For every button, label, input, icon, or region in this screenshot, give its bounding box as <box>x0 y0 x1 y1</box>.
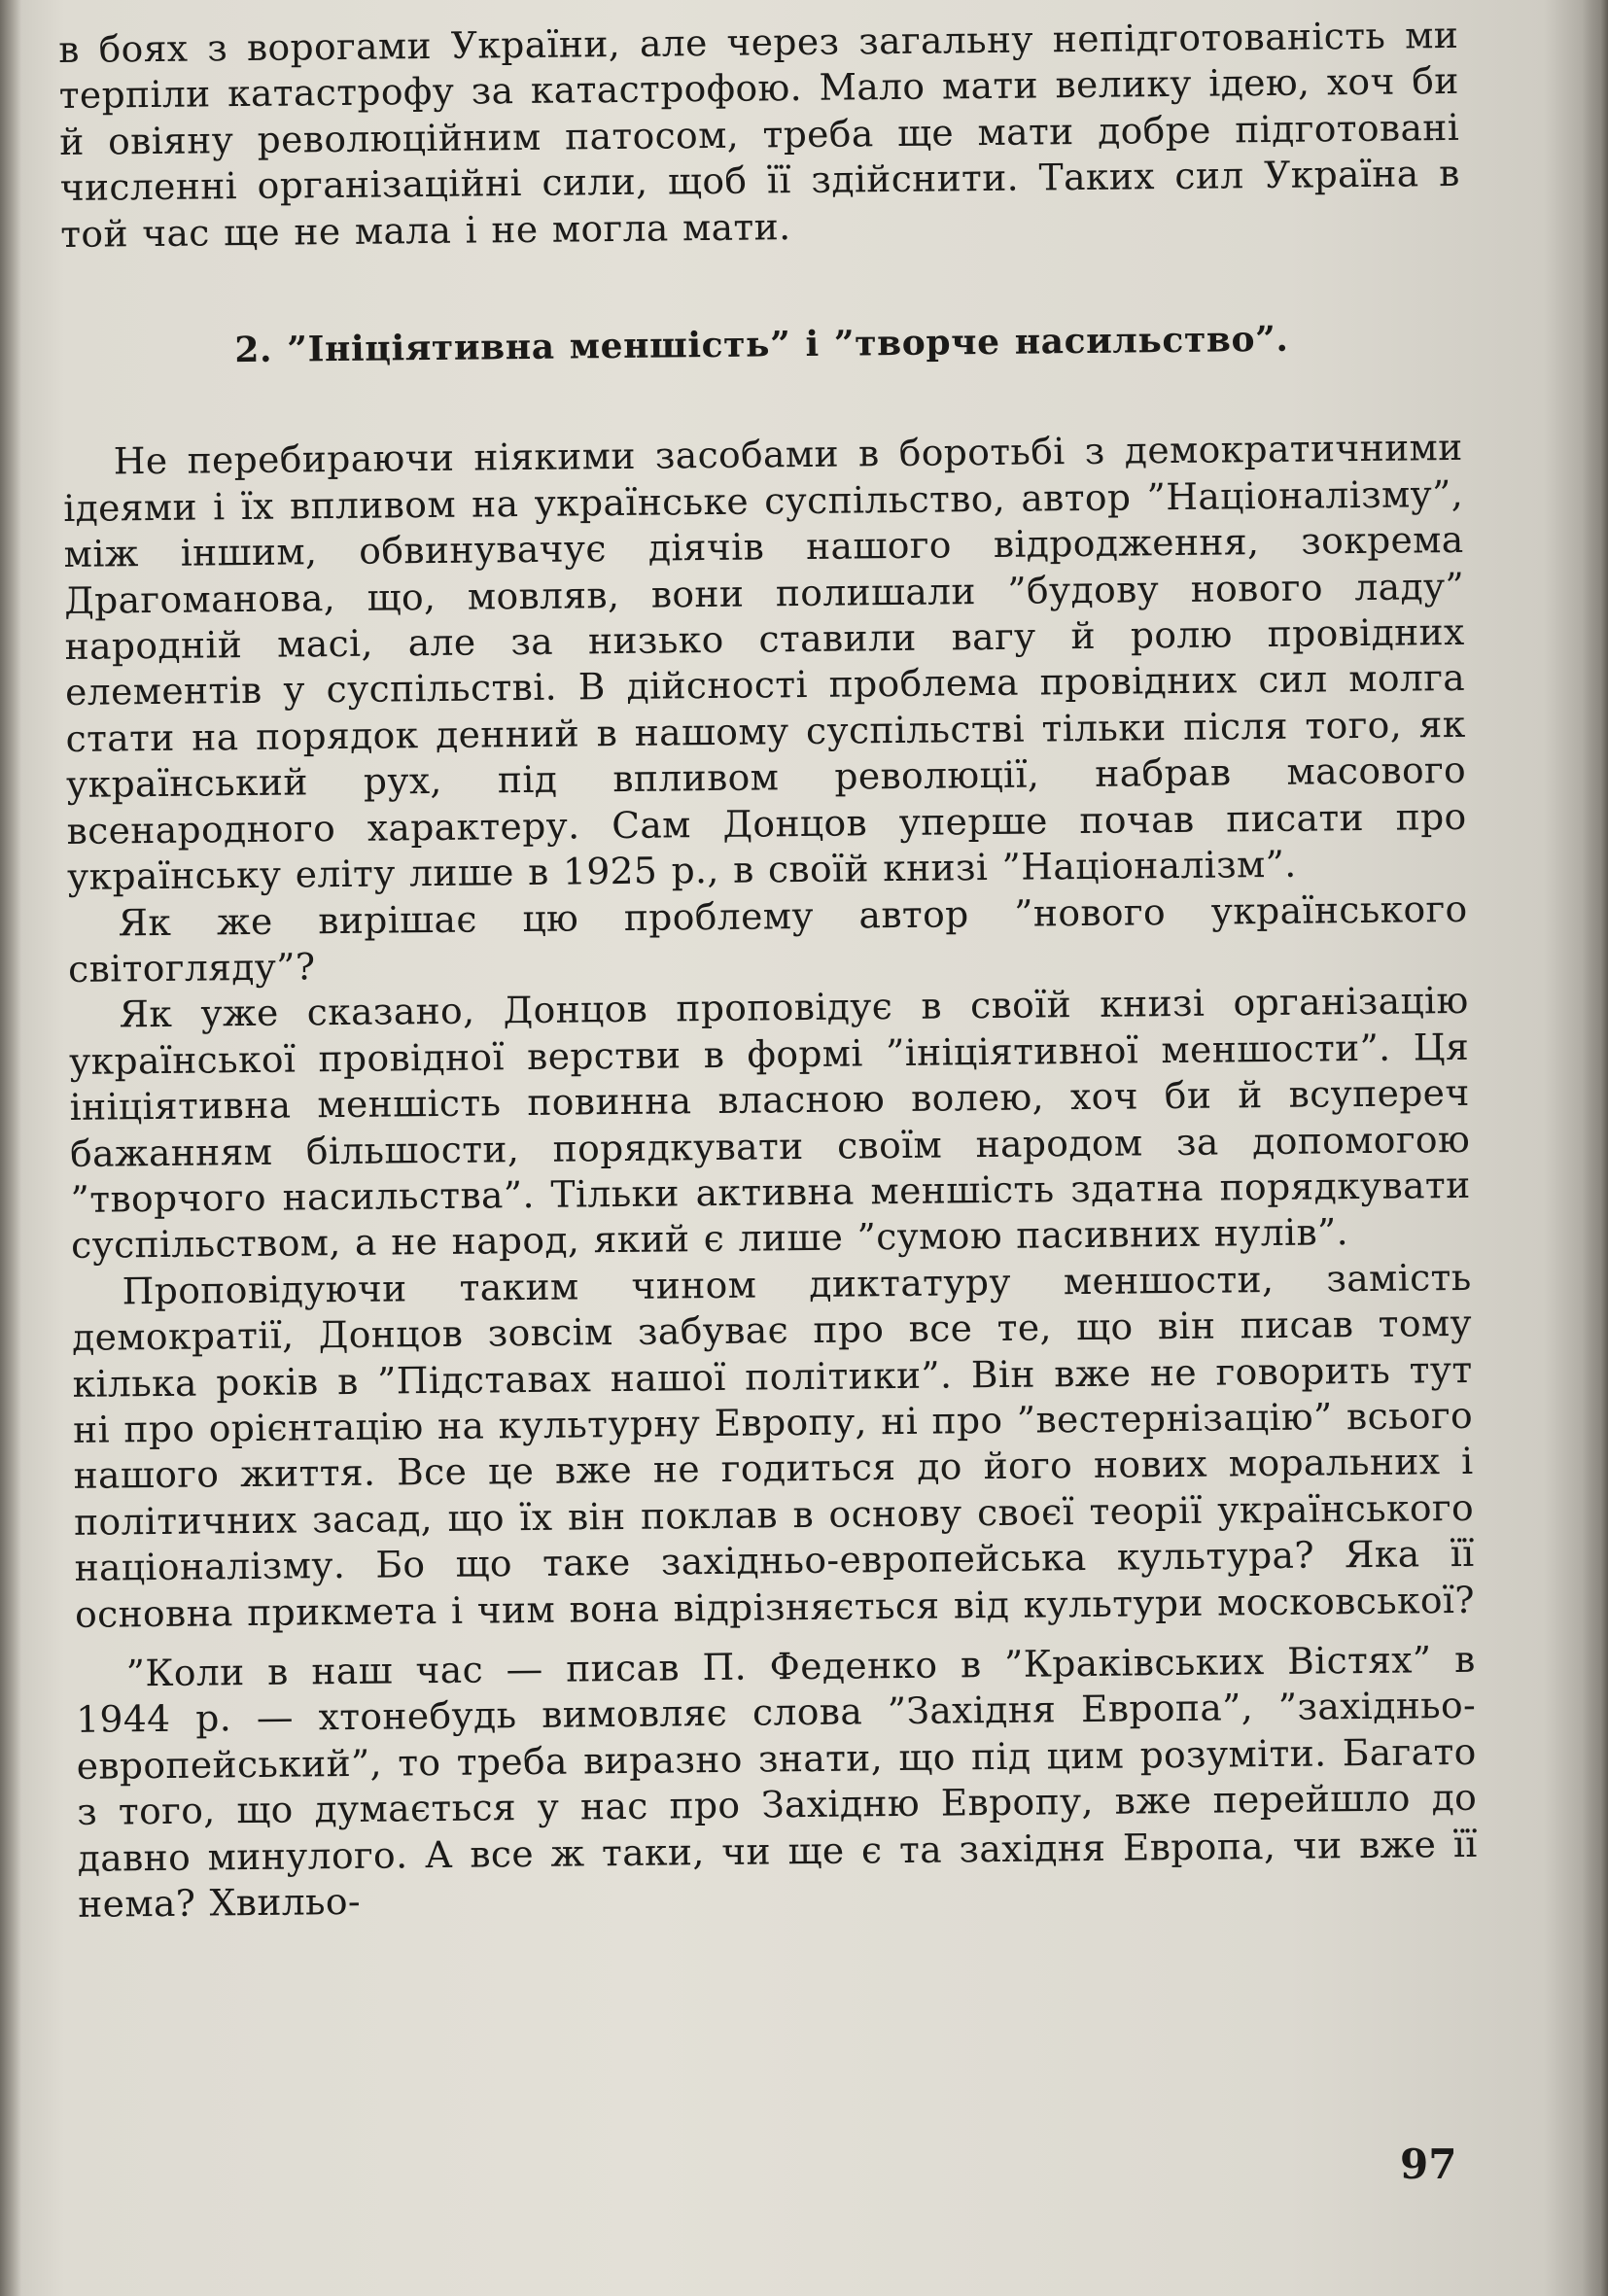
page-gutter-shadow <box>0 0 21 2296</box>
page-text-block <box>58 13 1478 1928</box>
paragraph-3: Як уже сказано, Донцов проповідує в своїй книзі організацію української провідної верстви в формі ”ініціятивної меншости”. Ця ініціятивна меншість повинна власною волею, хоч би й всупереч бажанням більшости, порядкувати своїм народом за допомогою ”творчого насильства”. Тільки активна меншість здатна порядкувати суспільством, а не народ, який є лише ”сумою пасивних нулів”. <box>68 979 1471 1268</box>
paragraph-4: Проповідуючи таким чином диктатуру меншости, замість демократії, Донцов зовсім забуває про все те, що він писав тому кілька років в ”Підставах нашої політики”. Він вже не говорить тут ні про орієнтацію на культурну Европу, ні про ”вестернізацію” всього нашого життя. Все це вже не годиться до його нових моральних і політичних засад, що їх він поклав в основу своєї теорії українського націоналізму. Бо що таке західньо-европейська культура? Яка її основна прикмета і чим вона відрізняється від культури московської? <box>71 1255 1476 1636</box>
paragraph-1: Не перебираючи ніякими засобами в боротьбі з демократичними ідеями і їх впливом на українське суспільство, автор ”Націоналізму”, між іншим, обвинувачує діячів нашого відродження, зокрема Драгоманова, що, мовляв, вони полишали ”будову нового ладу” народній масі, але за низько ставили вагу й ролю провідних елементів у суспільстві. В дійсності проблема провідних сил молга стати на порядок денний в нашому суспільстві тільки після того, як український рух, під впливом революції, набрав масового всенародного характеру. Сам Донцов уперше почав писати про українську еліту лише в 1925 р., в своїй книзі ”Націоналізм”. <box>62 426 1467 899</box>
paragraph-5: ”Коли в наш час — писав П. Феденко в ”Краківських Вістях” в 1944 р. — хтонебудь вимовляє слова ”Західня Европа”, ”західньо-европейський”, то треба виразно знати, що під цим розуміти. Багато з того, що думається у нас про Західню Европу, вже перейшло до давно минулого. А все ж таки, чи ще є та західня Европа, чи вже її нема? Хвильо- <box>76 1637 1478 1926</box>
page-edge-shadow <box>1583 0 1608 2296</box>
opening-paragraph: в боях з ворогами України, але через загальну непідготованість ми терпіли катастрофу за катастрофою. Мало мати велику ідею, хоч би й овіяну революційним патосом, треба ще мати добре підготовані численні організаційні сили, щоб її здійснити. Таких сил Україна в той час ще не мала і не могла мати. <box>58 13 1460 256</box>
section-heading: 2. ”Ініціятивна меншість” і ”творче насильство”. <box>234 318 1289 371</box>
page-number: 97 <box>1400 2140 1457 2188</box>
paragraph-2: Як же вирішає цю проблему автор ”нового українського світогляду”? <box>67 887 1468 991</box>
